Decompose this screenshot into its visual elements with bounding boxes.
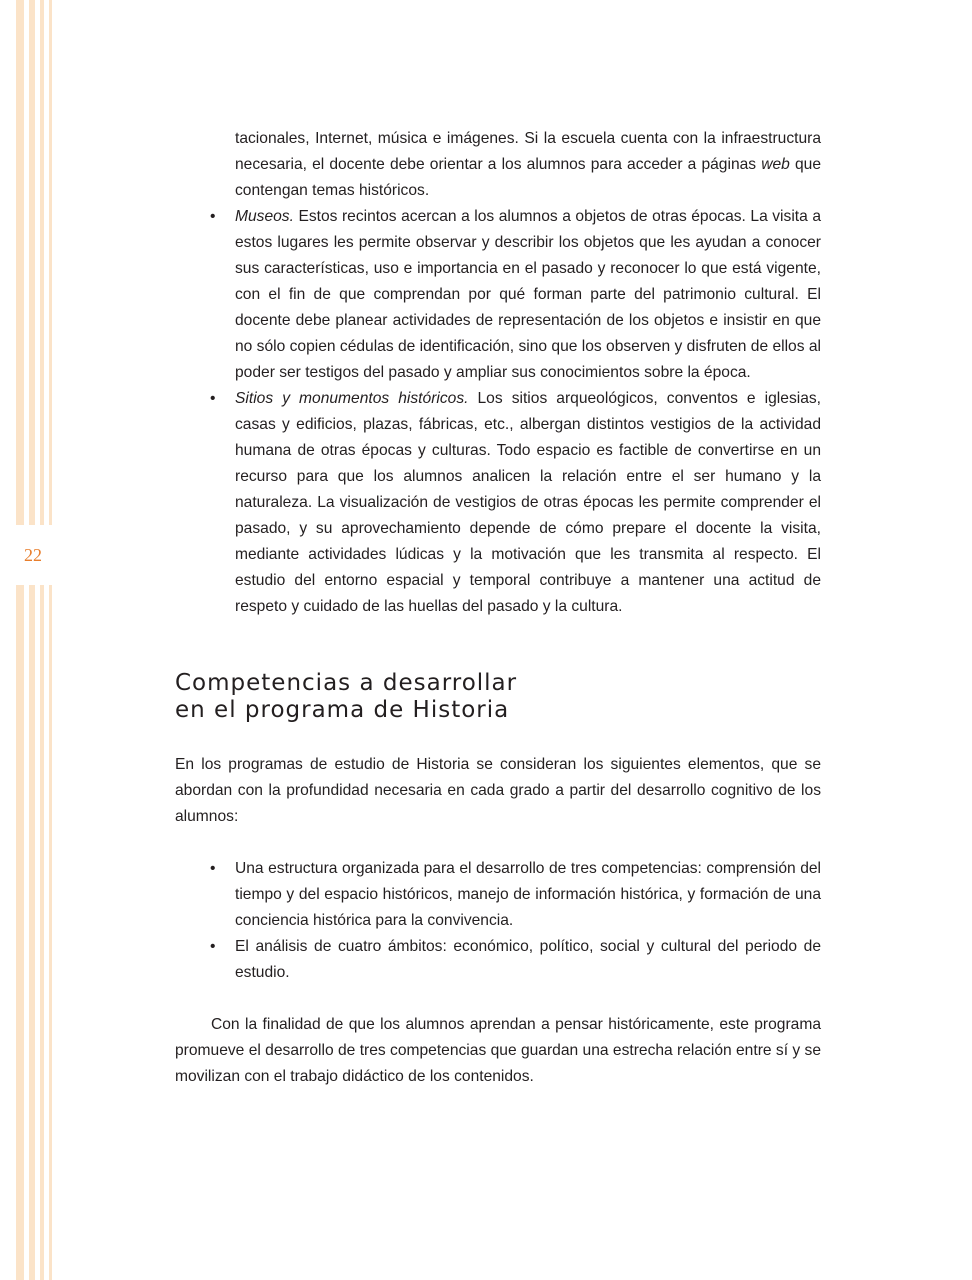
section-intro: En los programas de estudio de Historia se consideran los siguientes elementos, que se abordan con la profundidad necesaria en cada grado a partir del desarrollo cognitivo de los alumnos: bbox=[175, 756, 821, 825]
list-item: • Sitios y monumentos históricos. Los sitios arqueológicos, conventos e iglesias, casas y edificios, plazas, fábricas, etc., albergan distintos vestigios de la actividad humana de otras épocas y culturas. Todo espacio es factible de convertirse en un recurso para que los alumnos analicen la relación entre el ser humano y la naturaleza. La visualización de vestigios de otras épocas les permite comprender el pasado, y su aprovechamiento depende de cómo prepare el docente la visita, mediante actividades lúdicas y la motivación que les transmita al respecto. El estudio del entorno espacial y temporal contribuye a mantener una actitud de respeto y cuidado de las huellas del pasado y la cultura. bbox=[175, 386, 821, 620]
margin-stripe bbox=[29, 0, 35, 1280]
continued-paragraph: tacionales, Internet, música e imágenes. Si la escuela cuenta con la infraestructura necesaria, el docente debe orientar a los alumnos para acceder a páginas web que contengan temas históricos. bbox=[235, 130, 821, 199]
list-item: • Museos. Estos recintos acercan a los alumnos a objetos de otras épocas. La visita a estos lugares les permite observar y describir los objetos que les ayudan a conocer sus características, uso e importancia en el pasado y reconocer lo que está vigente, con el fin de que comprendan por qué forman parte del patrimonio cultural. El docente debe planear actividades de representación de los objetos e insistir en que no sólo copien cédulas de identificación, sino que los observen y disfruten de ellos al poder ser testigos del pasado y ampliar sus conocimientos sobre la época. bbox=[175, 204, 821, 386]
elements-list bbox=[175, 856, 821, 986]
list-item: • Una estructura organizada para el desarrollo de tres competencias: comprensión del tiempo y del espacio históricos, manejo de información histórica, y formación de una conciencia histórica para la convivencia. bbox=[175, 856, 821, 934]
list-item: • El análisis de cuatro ámbitos: económico, político, social y cultural del periodo de estudio. bbox=[175, 934, 821, 986]
page-number: 22 bbox=[22, 543, 44, 568]
bullet-icon: • bbox=[210, 390, 216, 407]
bullet-icon: • bbox=[210, 938, 216, 955]
resources-list bbox=[175, 204, 821, 620]
margin-stripe bbox=[49, 0, 52, 1280]
margin-stripe bbox=[16, 0, 24, 1280]
page-content bbox=[175, 126, 821, 1090]
bullet-icon: • bbox=[210, 860, 216, 877]
section-title: Competencias a desarrollar en el programa de Historia bbox=[175, 670, 518, 723]
margin-stripe bbox=[40, 0, 44, 1280]
bullet-icon: • bbox=[210, 208, 216, 225]
closing-paragraph: Con la finalidad de que los alumnos aprendan a pensar históricamente, este programa promueve el desarrollo de tres competencias que guardan una estrecha relación entre sí y se movilizan con el trabajo didáctico de los contenidos. bbox=[175, 1016, 821, 1085]
